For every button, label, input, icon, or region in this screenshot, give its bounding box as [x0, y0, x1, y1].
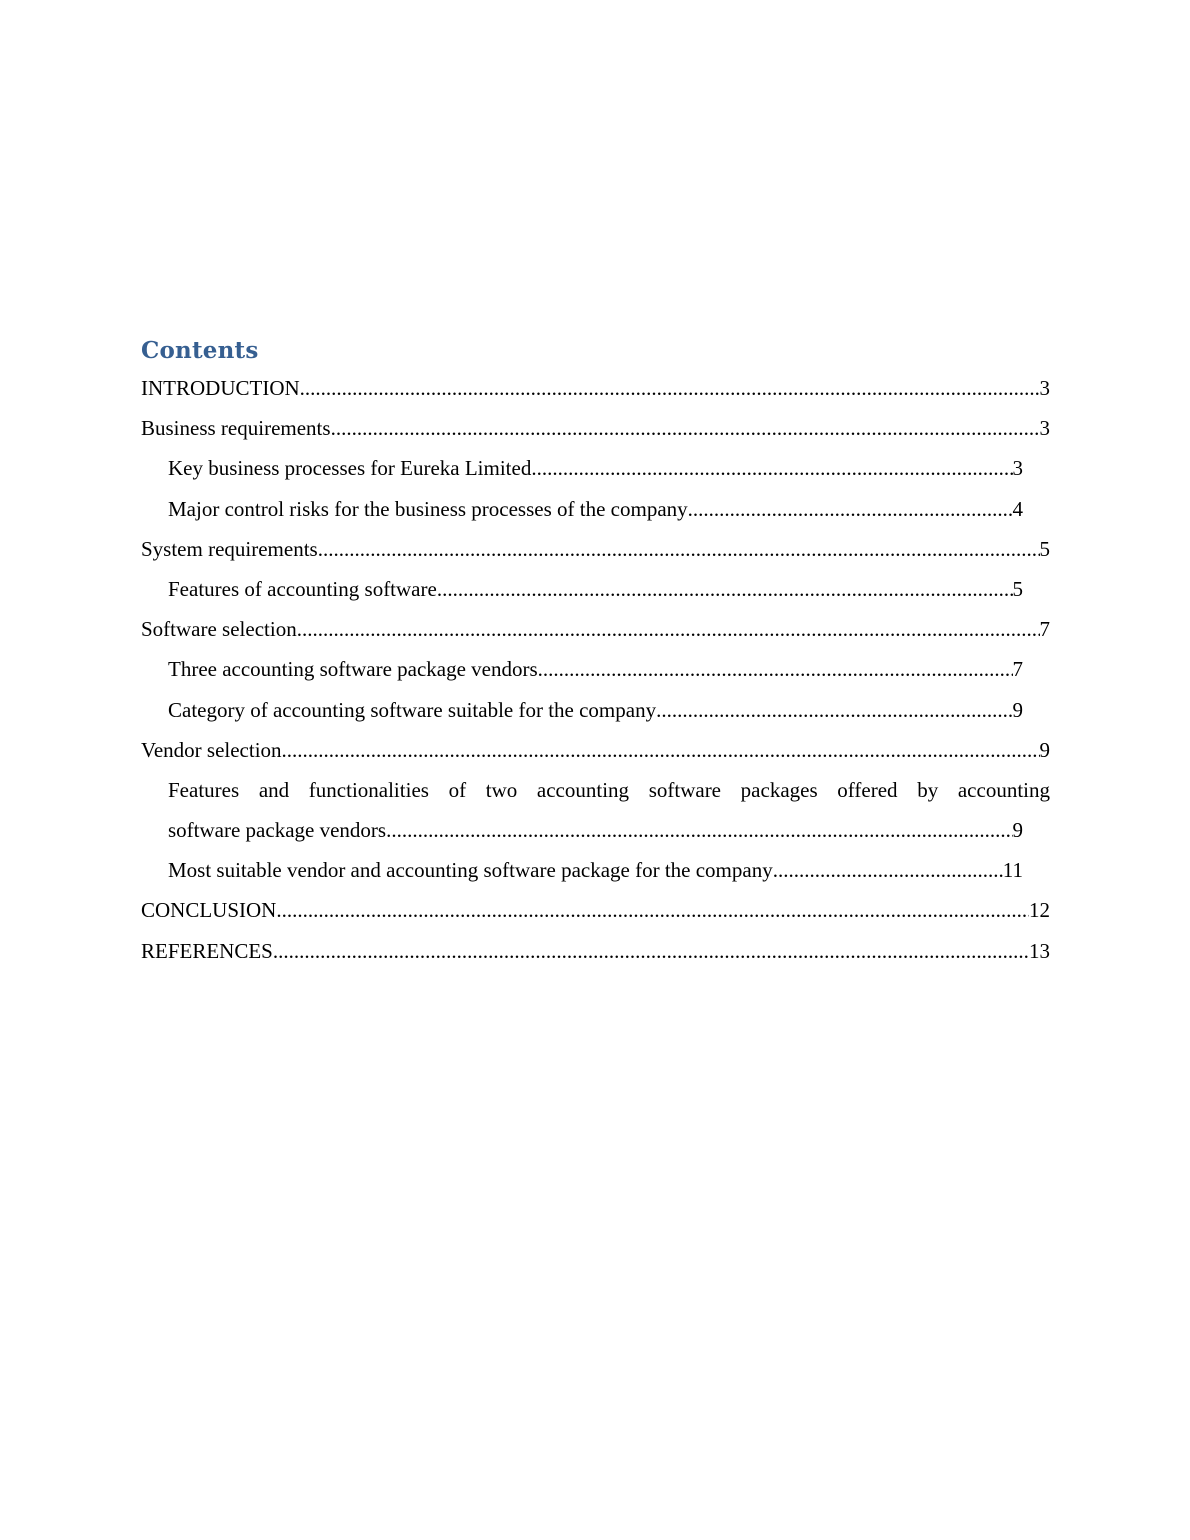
toc-entry-label: INTRODUCTION: [141, 376, 300, 400]
dot-leader: [331, 408, 1040, 448]
toc-word: packages: [740, 777, 818, 802]
dot-leader: [276, 890, 1029, 930]
toc-entry-label: Major control risks for the business processes of the company: [168, 496, 688, 521]
dot-leader: [318, 529, 1040, 569]
toc-entry-label: System requirements: [141, 536, 318, 561]
toc-page-number: 13: [1029, 938, 1050, 963]
toc-entry-label: CONCLUSION: [141, 898, 277, 923]
dot-leader: [300, 368, 1040, 408]
toc-word: accounting: [957, 777, 1050, 802]
dot-leader: [656, 690, 1012, 730]
dot-leader: [297, 609, 1040, 649]
toc-entry-three-vendors[interactable]: [168, 649, 1023, 689]
toc-entry-system-requirements[interactable]: [141, 529, 1050, 569]
dot-leader: [531, 448, 1012, 488]
dot-leader: [386, 810, 1012, 850]
dot-leader: [282, 730, 1040, 770]
toc-entry-features-functionalities[interactable]: [168, 770, 1050, 850]
toc-word: and: [258, 777, 290, 802]
toc-entry-label: Three accounting software package vendors: [168, 657, 538, 682]
toc-word: Features: [168, 777, 240, 802]
toc-page-number: 5: [1039, 536, 1050, 561]
toc-page-number: 9: [1039, 737, 1050, 762]
toc-entry-introduction[interactable]: [141, 368, 1050, 408]
toc-page-number: 5: [1012, 576, 1023, 601]
toc-heading: Contents: [141, 337, 259, 364]
toc-entry-conclusion[interactable]: [141, 890, 1050, 930]
dot-leader: [688, 489, 1013, 529]
toc-word: two: [485, 777, 518, 802]
toc-entry-references[interactable]: [141, 931, 1050, 971]
dot-leader: [273, 931, 1029, 971]
toc-entry-most-suitable-vendor[interactable]: [168, 850, 1023, 890]
toc-entry-label: Business requirements: [141, 416, 331, 441]
toc-page-number: 3: [1039, 376, 1050, 400]
toc-word: accounting: [536, 777, 630, 802]
toc-list: [141, 368, 1050, 971]
dot-leader: [437, 569, 1013, 609]
toc-word: offered: [837, 777, 898, 802]
dot-leader: [773, 850, 1003, 890]
toc-entry-label: REFERENCES: [141, 938, 273, 963]
toc-page-number: 3: [1012, 456, 1023, 481]
toc-entry-key-business-processes[interactable]: [168, 448, 1023, 488]
toc-page-number: 11: [1002, 858, 1023, 883]
toc-entry-label: Most suitable vendor and accounting software package for the company: [168, 858, 773, 883]
toc-word: of: [448, 777, 467, 802]
toc-page-number: 9: [1012, 697, 1023, 722]
toc-entry-label: Features of accounting software: [168, 576, 437, 601]
toc-entry-vendor-selection[interactable]: [141, 730, 1050, 770]
toc-entry-label-line1: [168, 770, 1050, 810]
toc-entry-label: software package vendors: [168, 818, 387, 843]
dot-leader: [538, 649, 1013, 689]
toc-word: by: [917, 777, 939, 802]
toc-word: functionalities: [308, 777, 429, 802]
toc-entry-category-accounting-software[interactable]: [168, 690, 1023, 730]
toc-page-number: 7: [1012, 657, 1023, 682]
toc-page-number: 12: [1029, 898, 1050, 923]
table-of-contents: [141, 334, 1050, 971]
toc-entry-label: Key business processes for Eureka Limited: [168, 456, 532, 481]
toc-entry-features-accounting-software[interactable]: [168, 569, 1023, 609]
toc-entry-label: Software selection: [141, 617, 297, 642]
toc-page-number: 9: [1012, 818, 1023, 843]
toc-entry-software-selection[interactable]: [141, 609, 1050, 649]
toc-entry-major-control-risks[interactable]: [168, 489, 1023, 529]
toc-page-number: 4: [1012, 496, 1023, 521]
toc-word: software: [648, 777, 722, 802]
toc-entry-label: Vendor selection: [141, 737, 282, 762]
toc-entry-business-requirements[interactable]: [141, 408, 1050, 448]
toc-page-number: 7: [1039, 617, 1050, 642]
toc-entry-label-line2: [168, 810, 1023, 850]
toc-entry-label: Category of accounting software suitable for the company: [168, 697, 657, 722]
toc-page-number: 3: [1039, 416, 1050, 441]
